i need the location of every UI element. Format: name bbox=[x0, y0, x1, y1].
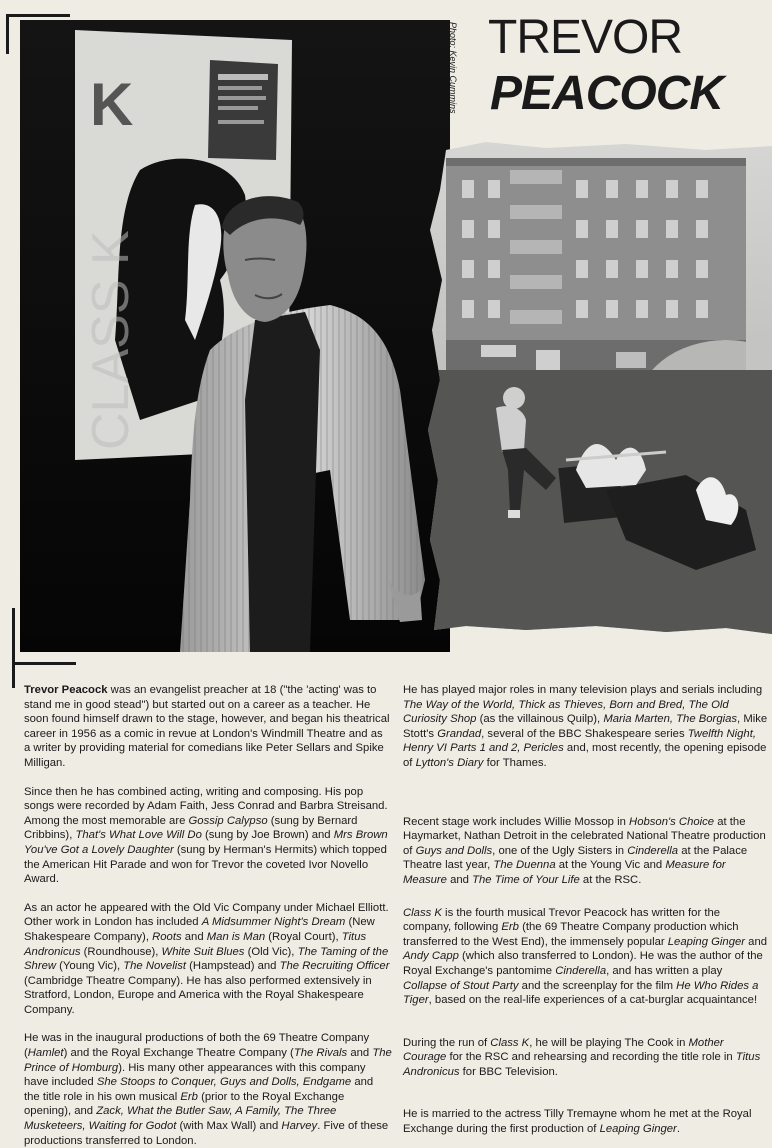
corner-rule-bottom-h bbox=[12, 662, 76, 665]
title-last-name: PEACOCK bbox=[490, 67, 724, 120]
corner-rule-top-h bbox=[6, 14, 70, 17]
para-songs: Since then he has combined acting, writing and composing. His pop songs were recorded by Adam Faith, Jess Conrad and Barbra Streisand. Among the most memorable are Gossip Calypso (sung by Bernard Cribbins), That's What Love Will Do (sung by Joe Brown) and Mrs Brown You've Got a Lovely Daughter (sung by Herman's Hermits) which topped the American Hit Parade and won for Trevor the coveted Ivor Novello Award. bbox=[24, 785, 388, 886]
para-stage: Recent stage work includes Willie Mossop in Hobson's Choice at the Haymarket, Nathan Detroit in the celebrated National Theatre production of Guys and Dolls, one of the Ugly Sisters in Cinderella at the Palace Theatre last year, The Duenna at the Young Vic and Measure for Measure and The Time of Your Life at the RSC. bbox=[403, 815, 766, 886]
para-class-k: Class K is the fourth musical Trevor Peacock has written for the company, following Erb (the 69 Theatre Company production which transferred to the West End), the immensely popular Leaping Ginger and Andy Capp (which also transferred to London). He was the author of the Royal Exchange's pantomime Cinderella, and has written a play Collapse of Stout Party and the screenplay for the film He Who Rides a Tiger, based on the real-life experiences of a cat-burglar acquaintance! bbox=[403, 906, 768, 1007]
para-current-run: During the run of Class K, he will be playing The Cook in Mother Courage for the RSC and rehearsing and recording the title role in Titus Andronicus for BBC Television. bbox=[403, 1036, 761, 1078]
column-right bbox=[403, 683, 769, 1137]
column-left bbox=[24, 683, 392, 1148]
poster-title: CLASS K bbox=[82, 230, 140, 450]
corner-rule-bottom-v bbox=[12, 608, 15, 688]
photo-credit-text: Photo: Kevin Cummins bbox=[448, 22, 458, 114]
portrait-photo bbox=[20, 20, 450, 652]
para-television: He has played major roles in many television plays and serials including The Way of the World, Thick as Thieves, Born and Bred, The Old Curiosity Shop (as the villainous Quilp), Maria Marten, The Borgias, Mike Stott's Grandad, several of the BBC Shakespeare series Twelfth Night, Henry VI Parts 1 and 2, Pericles and, most recently, the opening episode of Lytton's Diary for Thames. bbox=[403, 684, 768, 769]
para-intro: Trevor Peacock was an evangelist preacher at 18 ("the 'acting' was to stand me in good stead") but started out on a career as a teacher. He soon found himself drawn to the stage, however, and began his theatrical career in 1956 as a comic in revue at London's Windmill Theatre and as a writer by providing material for comedians like Peter Sellars and Spike Milligan. bbox=[24, 684, 390, 769]
para-inaugural: He was in the inaugural productions of both the 69 Theatre Company (Hamlet) and the Royal Exchange Theatre Company (The Rivals and The Prince of Homburg). His many other appearances with this company have included She Stoops to Conquer, Guys and Dolls, Endgame and the title role in his own musical Erb (prior to the Royal Exchange opening), and Zack, What the Butler Saw, A Family, The Three Musketeers, Waiting for Godot (with Max Wall) and Harvey. Five of these productions transferred to London. bbox=[24, 1032, 392, 1147]
corner-rule-top-v bbox=[6, 14, 9, 54]
bonfire-photo bbox=[426, 140, 772, 634]
para-married: He is married to the actress Tilly Tremayne whom he met at the Royal Exchange during the first production of Leaping Ginger. bbox=[403, 1108, 752, 1136]
para-actor: As an actor he appeared with the Old Vic Company under Michael Elliott. Other work in London has included A Midsummer Night's Dream (New Shakespeare Company), Roots and Man is Man (Royal Court), Titus Andronicus (Roundhouse), White Suit Blues (Old Vic), The Taming of the Shrew (Young Vic), The Novelist (Hampstead) and The Recruiting Officer (Cambridge Theatre Company). He has also performed extensively in Stratford, London, Europe and America with the Royal Shakespeare Company. bbox=[24, 901, 390, 1016]
title-first-name: TREVOR bbox=[488, 11, 683, 64]
poster-letter: K bbox=[90, 71, 134, 138]
